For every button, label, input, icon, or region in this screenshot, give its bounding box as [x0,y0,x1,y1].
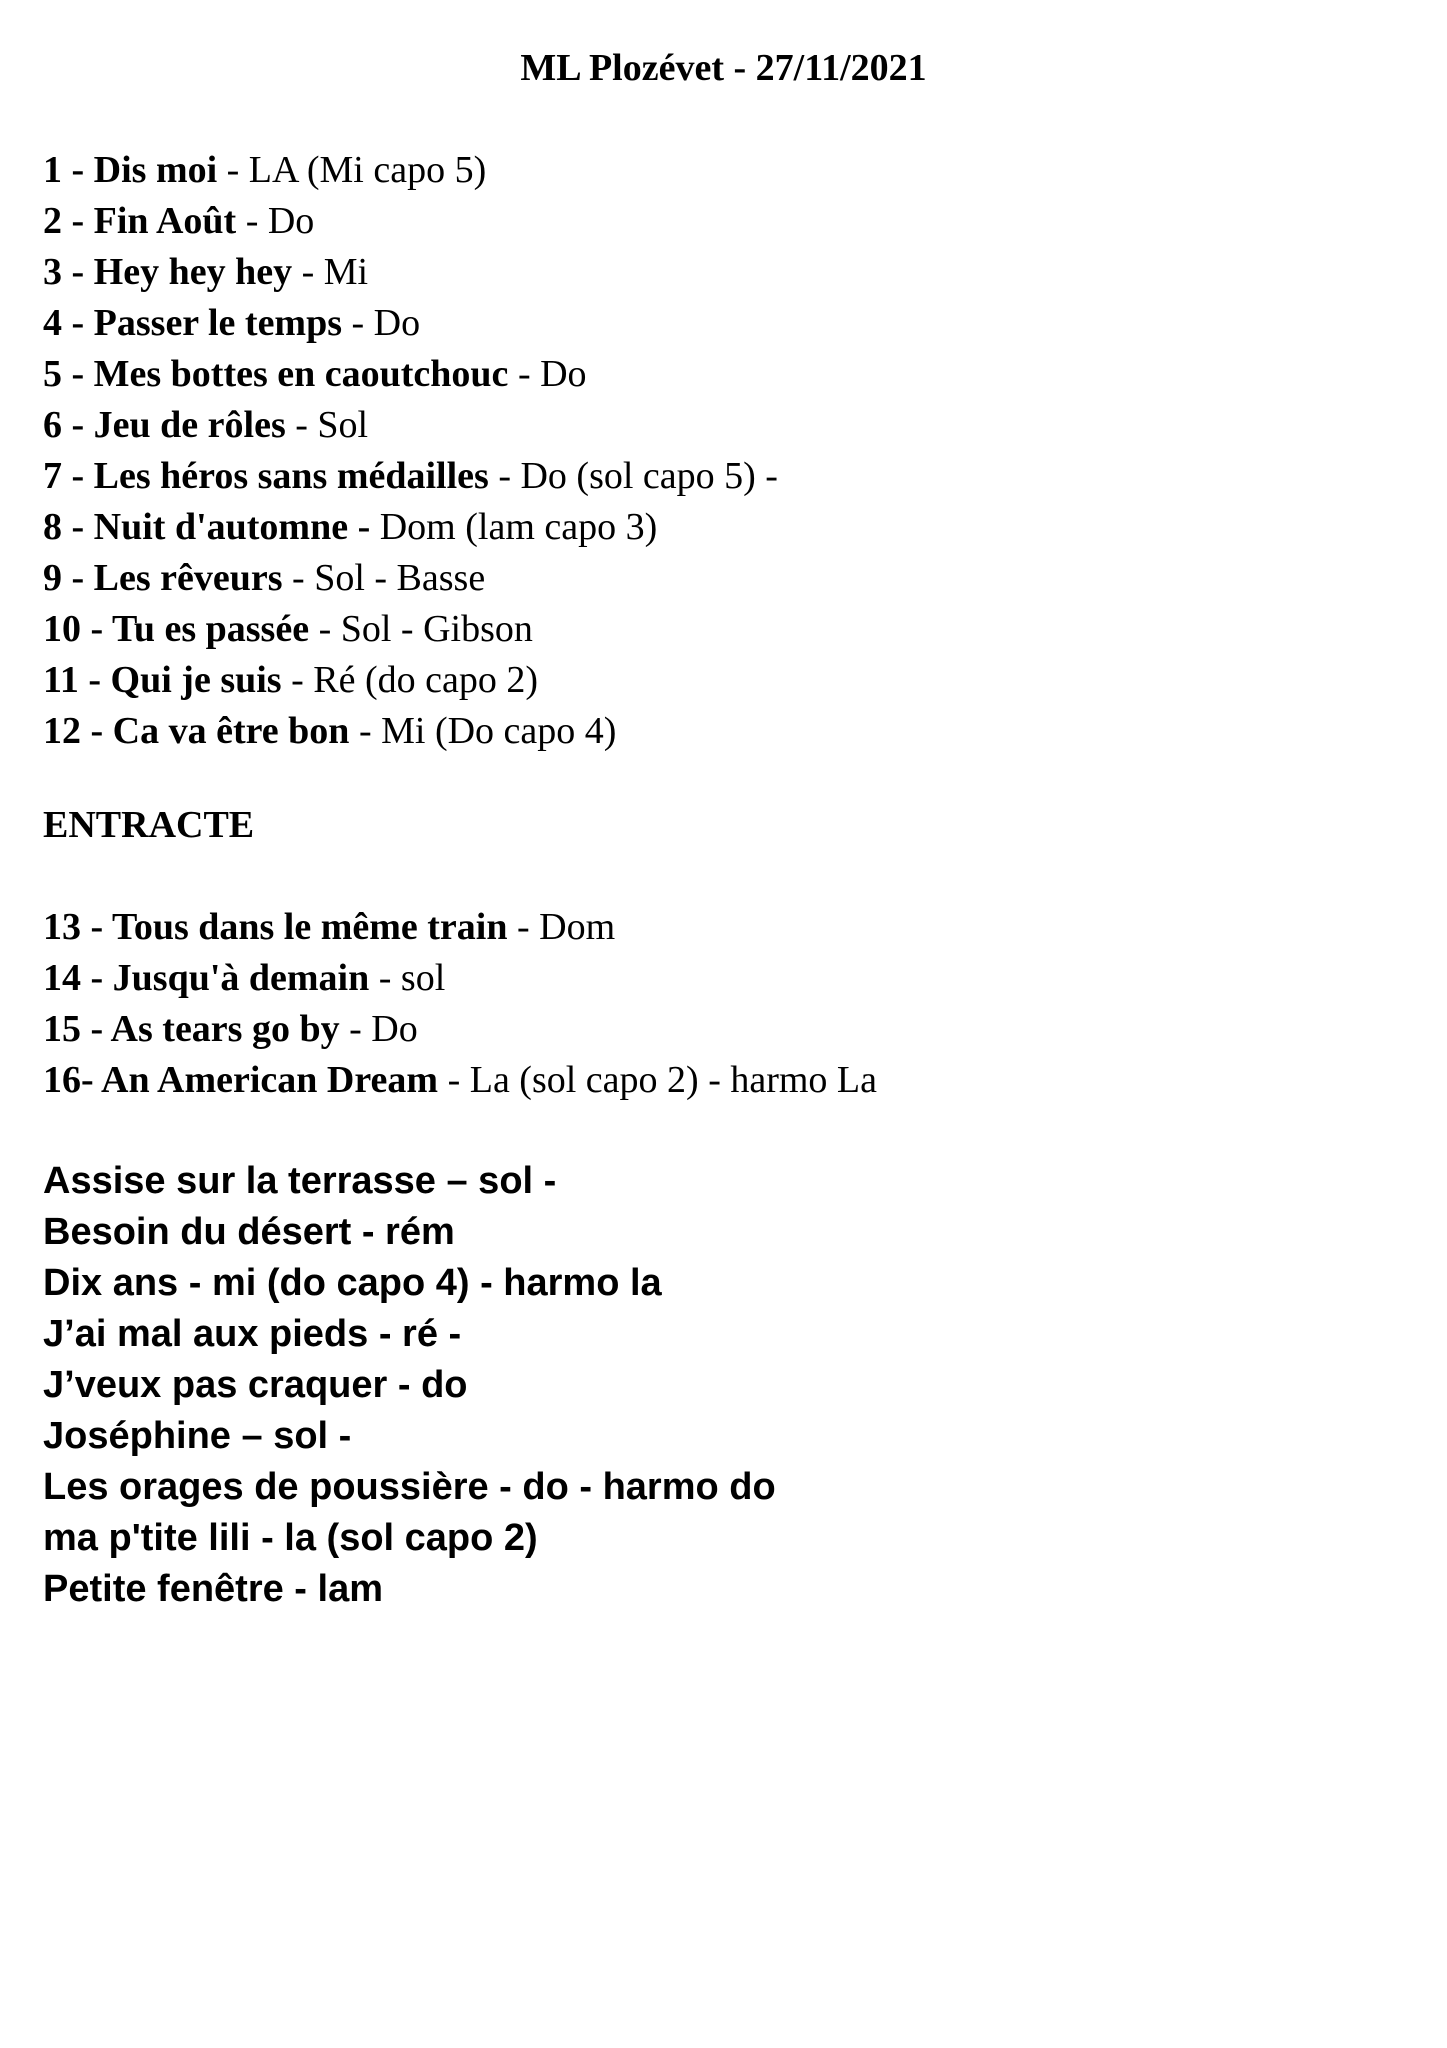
song-title: 6 - Jeu de rôles [43,404,286,446]
song-key: Dom (lam capo 3) [370,506,658,548]
song-item [43,1055,877,1106]
song-item [43,349,778,400]
song-key: - Mi [292,251,369,293]
extra-song-item: ma p'tite lili - la (sol capo 2) [43,1517,538,1559]
song-item [43,706,778,757]
song-title: 5 - Mes bottes en caoutchouc [43,353,509,395]
song-key: - La (sol capo 2) - harmo La [438,1059,878,1101]
song-title: 10 - Tu es passée [43,608,310,650]
extra-song-item: Dix ans - mi (do capo 4) - harmo la [43,1262,662,1304]
song-key: - Do [236,200,315,242]
song-item [43,604,778,655]
extra-song-item: Joséphine – sol - [43,1415,352,1457]
song-item [43,298,778,349]
extra-song-item: Besoin du désert - rém [43,1211,455,1253]
song-key: - Do (sol capo 5) - [488,455,778,497]
song-key: - Do [342,302,421,344]
song-item [43,451,778,502]
song-key: - Mi (Do capo 4) [349,710,617,752]
song-key: - Do [339,1008,418,1050]
song-title: 13 - Tous dans le même train [43,906,508,948]
song-key: - sol [369,957,446,999]
song-item [43,196,778,247]
song-key: - Do [508,353,587,395]
song-item [43,1004,877,1055]
song-key: - Sol [285,404,369,446]
extra-song-item: J’ai mal aux pieds - ré - [43,1313,462,1355]
song-item [43,502,778,553]
song-title: 7 - Les héros sans médailles [43,455,489,497]
song-title: 8 - Nuit d'automne - [43,506,371,548]
extra-song-item: Petite fenêtre - lam [43,1568,383,1610]
song-title: 16- An American Dream [43,1059,439,1101]
song-item [43,953,877,1004]
song-title: 14 - Jusqu'à demain [43,957,370,999]
page-title: ML Plozévet - 27/11/2021 [520,47,927,89]
song-title: 11 - Qui je suis [43,659,282,701]
extra-song-item: J’veux pas craquer - do [43,1364,468,1406]
song-key: - Sol - Gibson [309,608,533,650]
song-title: 4 - Passer le temps [43,302,343,344]
song-title: 3 - Hey hey hey [43,251,293,293]
setlist-part-two [43,902,877,1106]
song-item [43,655,778,706]
song-title: 9 - Les rêveurs [43,557,283,599]
song-title: 2 - Fin Août [43,200,237,242]
extra-songs-list [43,1156,776,1615]
song-key: - LA (Mi capo 5) [217,149,487,191]
song-title: 1 - Dis moi [43,149,218,191]
extra-song-item: Assise sur la terrasse – sol - [43,1160,557,1202]
song-item [43,247,778,298]
song-key: - Sol - Basse [282,557,486,599]
song-key: - Ré (do capo 2) [281,659,539,701]
setlist-part-one [43,145,778,757]
song-item [43,400,778,451]
song-key: - Dom [507,906,616,948]
song-title: 12 - Ca va être bon [43,710,350,752]
song-item [43,902,877,953]
song-title: 15 - As tears go by [43,1008,340,1050]
song-item [43,145,778,196]
song-item [43,553,778,604]
extra-song-item: Les orages de poussière - do - harmo do [43,1466,776,1508]
section-heading-entracte: ENTRACTE [43,804,255,846]
